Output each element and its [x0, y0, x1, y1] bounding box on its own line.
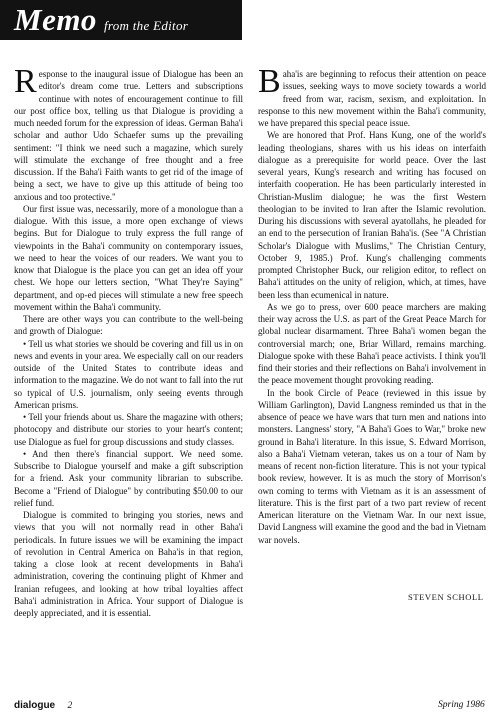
paragraph: Baha'is are beginning to refocus their attention on peace issues, seeking ways to move society towards a world freed from war, racism, sexism, and exploitation. In response to this new movement within the Baha'i community, we have prepared this special peace issue. — [258, 63, 486, 128]
dropcap: B — [258, 63, 281, 100]
memo-header — [0, 0, 242, 40]
paragraph: Dialogue is commited to bringing you stories, news and views that you will not normally read in other Baha'i periodicals. In future issues we will be examining the impact of revolution in Central America on Baha'is in that region, taking a close look at recent developments in Baha'i administration, covering the continuing plight of Khmer and Iranian refugees, and looking at how tribal loyalties affect Baha'i administration in Africa. Your support of Dialogue is deeply appreciated, and it is essential. — [14, 510, 243, 618]
bullet-paragraph: • Tell us what stories we should be covering and fill us in on news and events in your area. We especially call on our readers outside of the United States to contribute ideas and information to the magazine. We do not want to fall into the rut so typical of U.S. journalism, only seeing events through American prisms. — [14, 338, 243, 410]
signature: STEVEN SCHOLL — [408, 592, 484, 602]
dropcap: R — [14, 63, 37, 100]
paragraph: As we go to press, over 600 peace marchers are making their way across the U.S. as part of the Great Peace March for global nuclear disarmament. Three Baha'i women began the controversial march; one, Briar Willard, remains marching. Dialogue spoke with these Baha'i peace activists. I think you'll find their stories and their reflections on Baha'i involvement in the peace movement thought provoking reading. — [258, 301, 486, 386]
right-column — [258, 63, 486, 546]
issue-date: Spring 1986 — [438, 700, 485, 710]
paragraph: Our first issue was, necessarily, more of a monologue than a dialogue. With this issue, a more open exchange of views begins. But for Dialogue to truly express the full range of viewpoints in the Baha'i community on contemporary issues, we need to hear the voices of our readers. We want you to know that Dialogue is the place you can get an idea off your chest. We hope our letters section, "What They're Saying" department, and op-ed pieces will stimulate a new free speech movement within the Baha'i community. — [14, 203, 243, 312]
footer-left — [14, 700, 72, 711]
paragraph: There are other ways you can contribute to the well-being and growth of Dialogue: — [14, 314, 243, 337]
header-subtitle: from the Editor — [103, 18, 189, 33]
page-number: 2 — [67, 701, 73, 711]
bullet-paragraph: • Tell your friends about us. Share the magazine with others; photocopy and distribute our stories to your heart's content; use Dialogue as fuel for group discussions and study classes. — [14, 412, 243, 447]
magazine-name: dialogue — [14, 700, 56, 711]
bullet-paragraph: • And then there's financial support. We need some. Subscribe to Dialogue yourself and make a gift subscription for a friend. Ask your community librarian to subscribe. Become a "Friend of Dialogue" by contributing $50.00 to our relief fund. — [14, 448, 243, 508]
left-column — [14, 63, 243, 619]
paragraph: In the book Circle of Peace (reviewed in this issue by William Garlington), David Langness reminded us that in the absence of peace we have wars that turn men and nations into monsters. Langness' story, "A Baha'i Goes to War," broke new ground in Baha'i literature. In this issue, S. Edward Morrison, also a Baha'i Vietnam veteran, takes us on a tour of Nam by means of recent non-fiction literature. This is not your typical book review, however. It is as much the story of Morrison's own coming to terms with Vietnam as it is an assessment of literature. This is the first part of a two part review of recent American literature on the Vietnam War. In our next issue, David Langness will examine the good and the bad in Vietnam war novels. — [258, 387, 486, 545]
header-title: Memo — [14, 2, 97, 37]
paragraph: Response to the inaugural issue of Dialogue has been an editor's dream come true. Letters and subscriptions continue with notes of encouragement continue to fill our post office box, telling us that Dialogue is providing a much needed forum for the expression of ideas. German Baha'i scholar and author Udo Schaefer sums up the prevailing sentiment: "I think we need such a magazine, which surely will stimulate the exchange of free thought and a free discussion. If the Baha'i Faith wants to get rid of the image of being a sect, we have to give up this attitude of being too anxious and too protective." — [14, 63, 243, 202]
paragraph: We are honored that Prof. Hans Kung, one of the world's leading theologians, shares with us his ideas on interfaith dialogue as a prerequisite for world peace. Over the last several years, Kung's research and writing has focused on interfaith cooperation. He has been particularly interested in Christian-Muslim dialogue; he was the first Western theologian to be invited to Iran after the Islamic revolution. During his discussions with several ayatollahs, he pleaded for an end to the persecution of Iranian Baha'is. (See "A Christian Scholar's Dialogue with Muslims," The Christian Century, October 9, 1985.) Prof. Kung's challenging comments prompted Christopher Buck, our religion editor, to reflect on Baha'i attitudes on the unity of religion, which, at times, have been less than ecumenical in nature. — [258, 130, 486, 300]
